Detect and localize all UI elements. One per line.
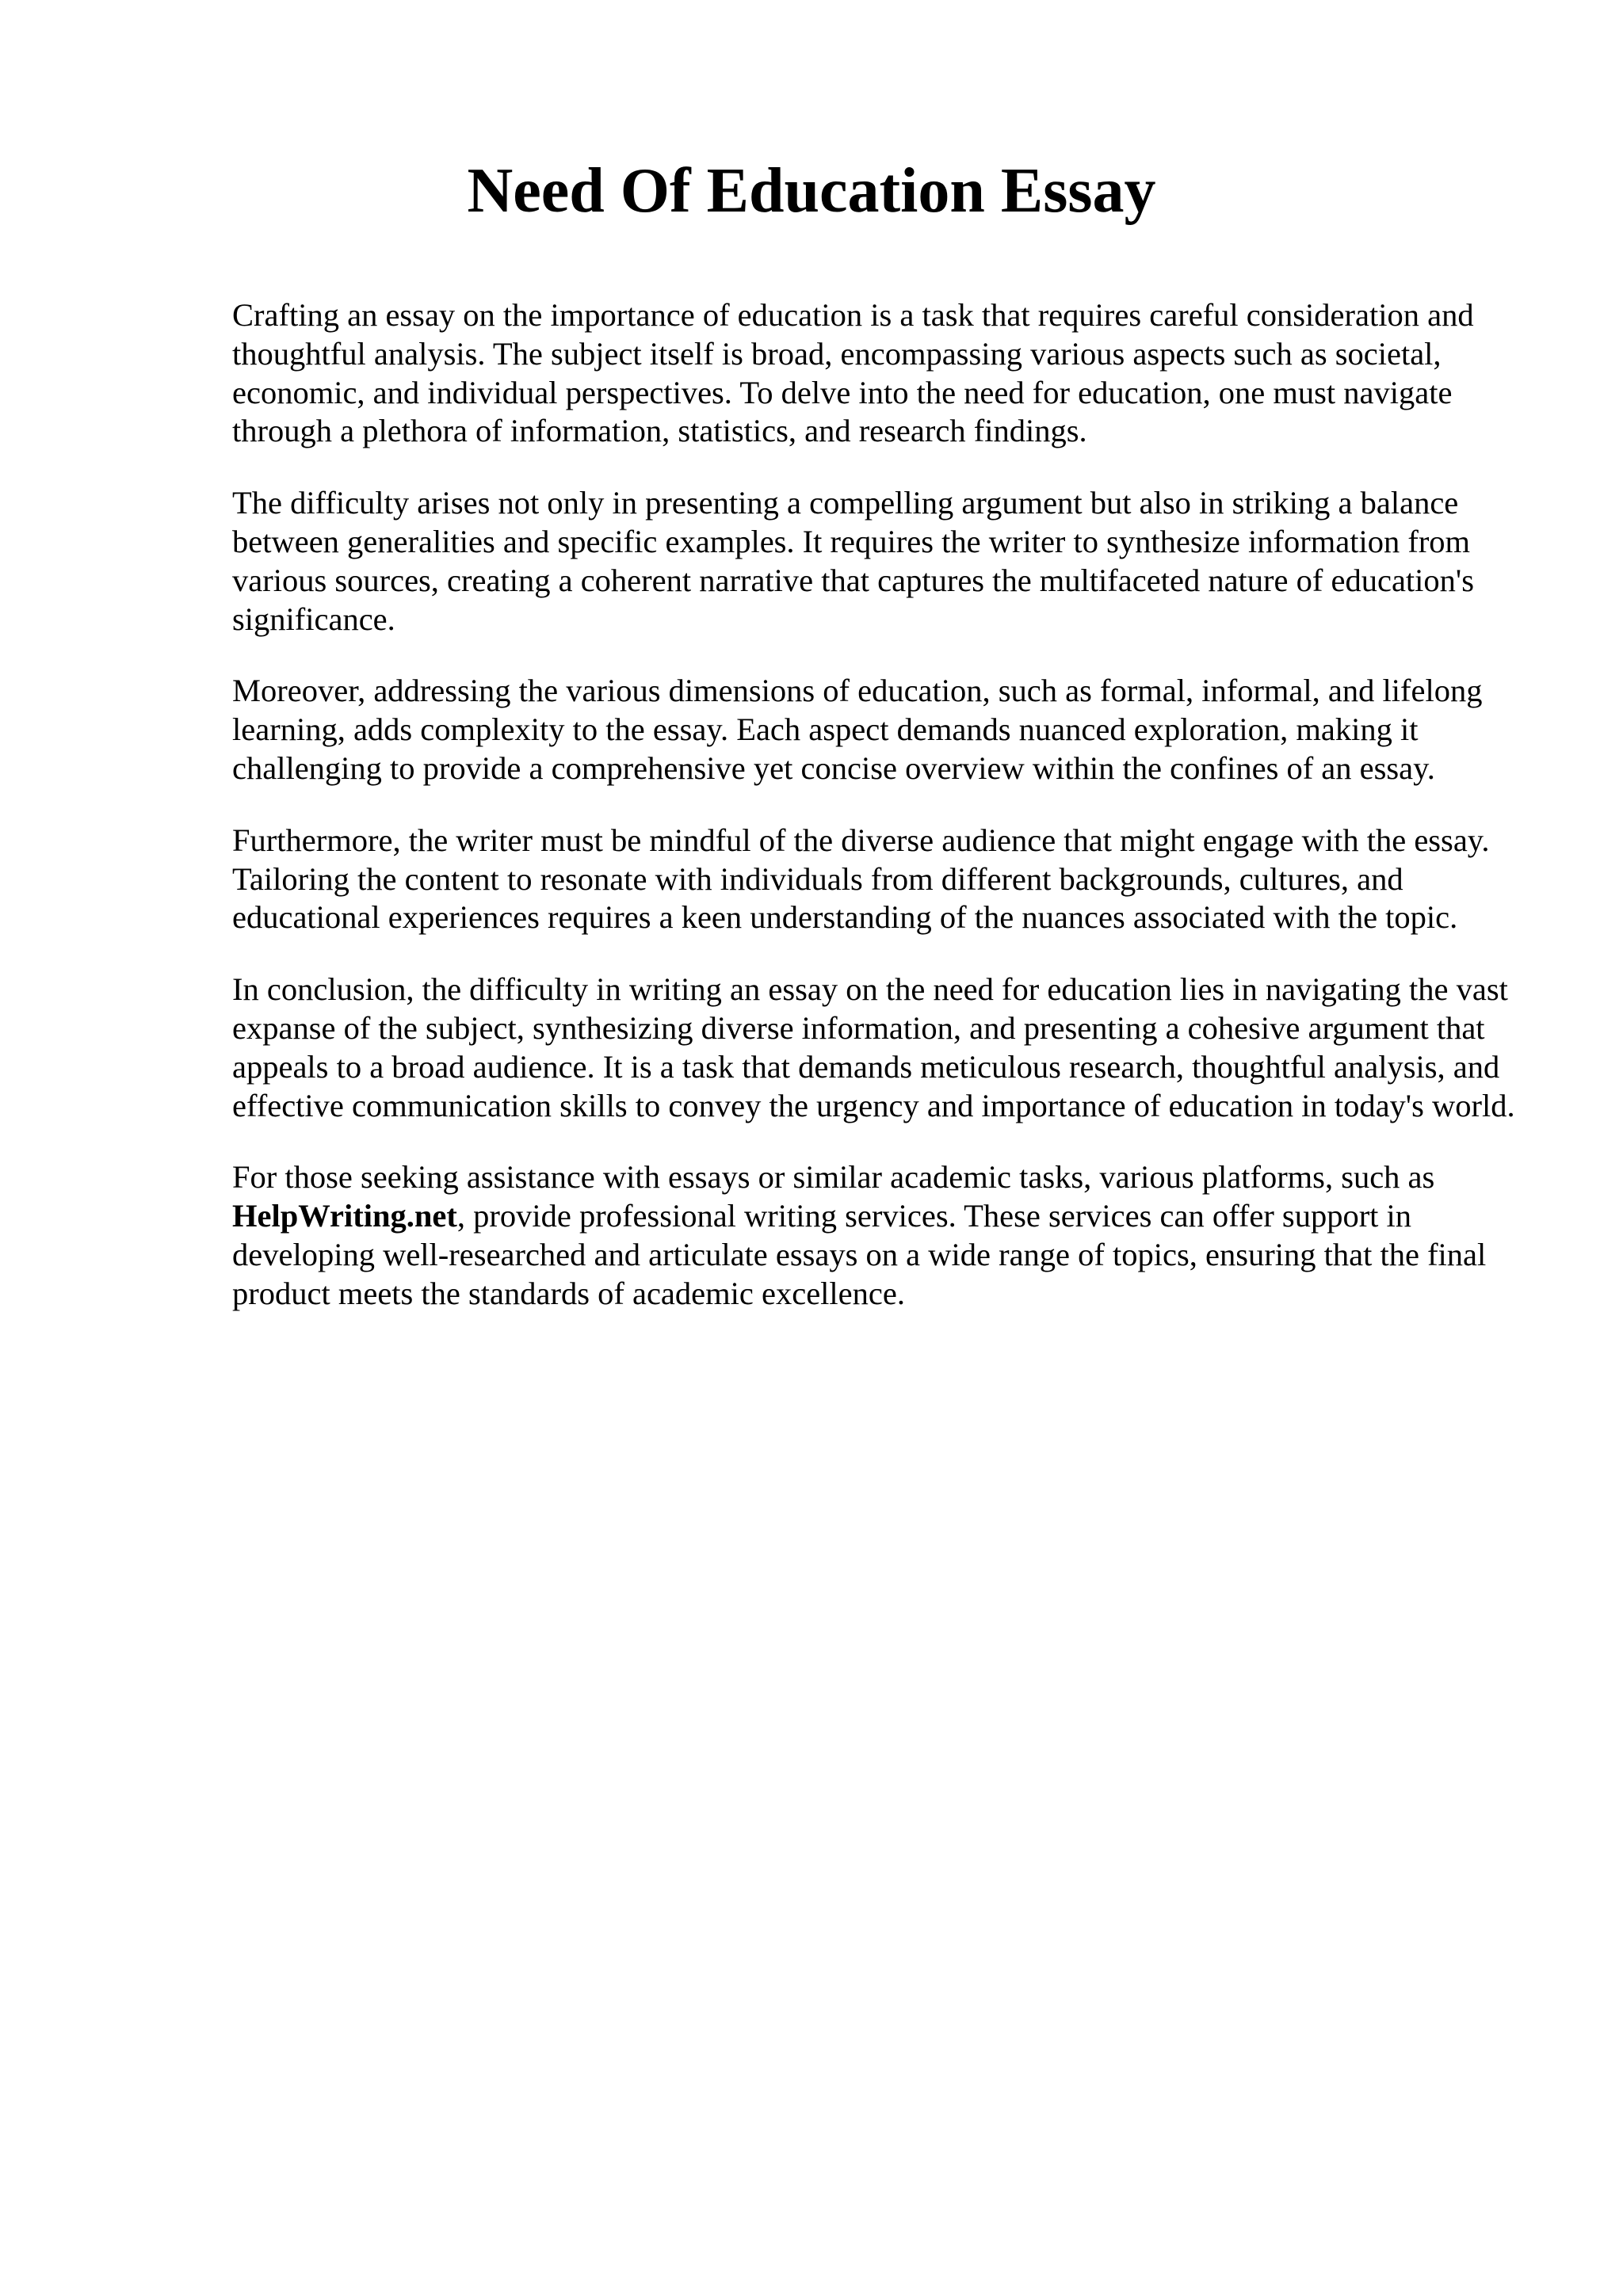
paragraph-6	[232, 1158, 1516, 1313]
brand-name: HelpWriting.net	[232, 1198, 457, 1234]
paragraph-4: Furthermore, the writer must be mindful of the diverse audience that might engage with the essay. Tailoring the content to resonate with individuals from different backgrounds, cultures, and educational experiences requires a keen understanding of the nuances associated with the topic.	[232, 822, 1490, 936]
essay-body	[232, 296, 1516, 1347]
page-title: Need Of Education Essay	[467, 156, 1156, 226]
paragraph-6-rest: , provide professional writing services. These services can offer support in developing well-researched and articulate essays on a wide range of topics, ensuring that the final product meets the standards of academic excellence.	[232, 1198, 1487, 1311]
paragraph-3: Moreover, addressing the various dimensions of education, such as formal, informal, and lifelong learning, adds complexity to the essay. Each aspect demands nuanced exploration, making it challenging to provide a comprehensive yet concise overview within the confines of an essay.	[232, 673, 1483, 786]
paragraph-6-intro: For those seeking assistance with essays or similar academic tasks, various platforms, such as	[232, 1159, 1435, 1196]
paragraph-5: In conclusion, the difficulty in writing an essay on the need for education lies in navigating the vast expanse of the subject, synthesizing diverse information, and presenting a cohesive argument that appeals to a broad audience. It is a task that demands meticulous research, thoughtful analysis, and effective communication skills to convey the urgency and importance of education in today's world.	[232, 971, 1515, 1123]
paragraph-2: The difficulty arises not only in presenting a compelling argument but also in striking a balance between generalities and specific examples. It requires the writer to synthesize information from various sources, creating a coherent narrative that captures the multifaceted nature of education's significance.	[232, 485, 1474, 637]
paragraph-1: Crafting an essay on the importance of education is a task that requires careful consideration and thoughtful analysis. The subject itself is broad, encompassing various aspects such as societal, economic, and individual perspectives. To delve into the need for education, one must navigate through a plethora of information, statistics, and research findings.	[232, 297, 1474, 449]
